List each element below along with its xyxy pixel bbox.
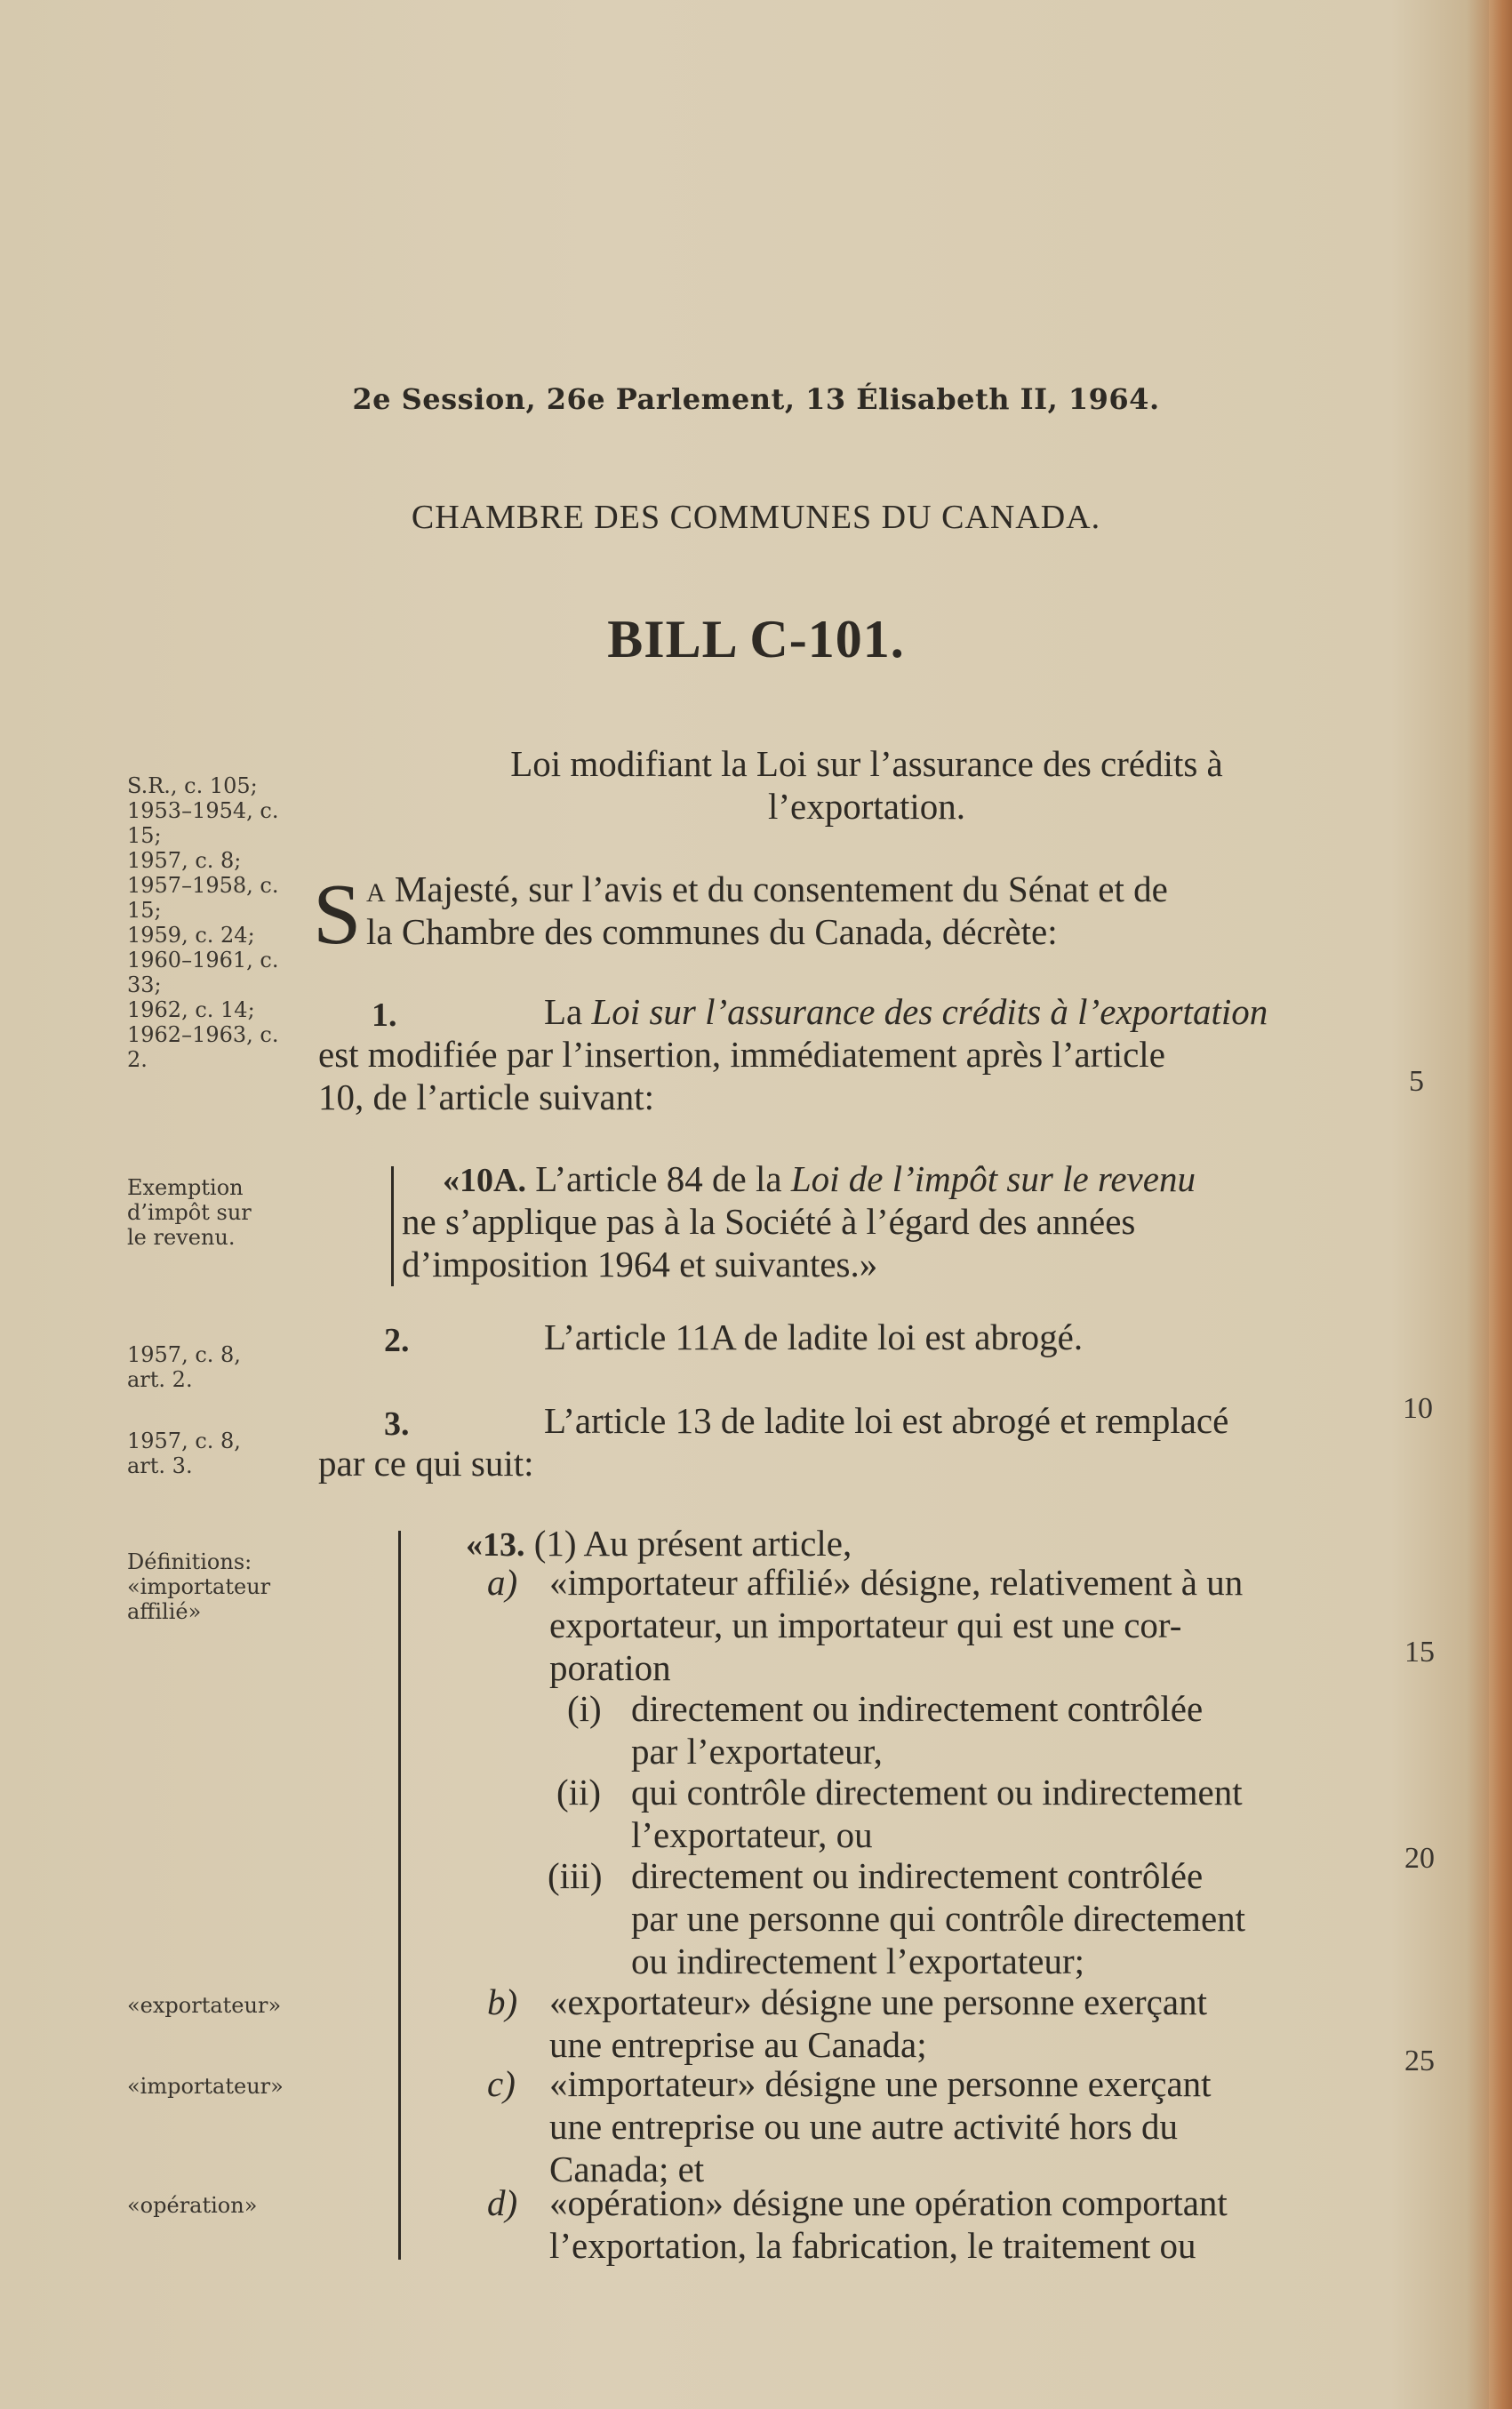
para-d-line: l’exportation, la fabrication, le traitement ou xyxy=(549,2225,1196,2266)
margin-line: 1957, c. 8, xyxy=(127,1429,241,1453)
margin-line: 1960–1961, c. xyxy=(127,948,279,972)
section-10a-line-2: ne s’applique pas à la Société à l’égard des années xyxy=(402,1201,1136,1242)
text: La xyxy=(544,991,592,1032)
long-title xyxy=(311,742,1422,828)
sub-iii-line: directement ou indirectement contrôlée xyxy=(631,1855,1204,1896)
sub-iii-line: ou indirectement l’exportateur; xyxy=(631,1941,1085,1981)
book-spine-edge xyxy=(1489,0,1512,2409)
section-1-line-1 xyxy=(544,990,1268,1033)
sub-i-line: directement ou indirectement contrôlée xyxy=(631,1688,1204,1729)
margin-line: 1962–1963, c. xyxy=(127,1022,279,1047)
label: c) xyxy=(487,2063,516,2104)
line-number: 5 xyxy=(1409,1065,1424,1098)
section-2-text: L’article 11A de ladite loi est abrogé. xyxy=(544,1317,1084,1357)
text: L’article 84 de la xyxy=(525,1158,791,1199)
act-title: Loi de l’impôt sur le revenu xyxy=(790,1158,1196,1199)
line-number: 25 xyxy=(1404,2045,1435,2077)
para-a-line: exportateur, un importateur qui est une cor- xyxy=(549,1605,1182,1645)
margin-line: d’impôt sur xyxy=(127,1200,252,1225)
sub-ii-line: qui contrôle directement ou indirectement xyxy=(631,1772,1243,1813)
para-b-line: une entreprise au Canada; xyxy=(549,2024,927,2065)
sub-ii-label: (ii) xyxy=(556,1772,602,1813)
margin-line: affilié» xyxy=(127,1599,202,1624)
margin-importateur: «importateur» xyxy=(127,2074,284,2099)
section-10a-line-3: d’imposition 1964 et suivantes.» xyxy=(402,1244,878,1285)
long-title-line: l’exportation. xyxy=(767,786,966,827)
margin-line: 2. xyxy=(127,1047,148,1072)
section-13-number: «13. xyxy=(466,1526,525,1564)
bill-title: BILL C-101. xyxy=(607,610,905,668)
margin-definitions xyxy=(127,1549,270,1624)
section-1-line-3: 10, de l’article suivant: xyxy=(318,1076,654,1117)
section-1-number: 1. xyxy=(372,996,397,1034)
section-3-line-1: L’article 13 de ladite loi est abrogé et remplacé xyxy=(544,1400,1229,1441)
sub-ii-line: l’exportateur, ou xyxy=(631,1814,873,1855)
section-3-line-2: par ce qui suit: xyxy=(318,1443,534,1484)
para-c-line: «importateur» désigne une personne exerçant xyxy=(549,2063,1212,2104)
margin-line: 1953–1954, c. xyxy=(127,798,279,823)
para-d-label xyxy=(487,2181,517,2224)
sub-i-line: par l’exportateur, xyxy=(631,1731,883,1772)
small-cap: A xyxy=(366,878,386,908)
sub-i-label: (i) xyxy=(567,1688,602,1729)
line-number: 15 xyxy=(1404,1636,1435,1669)
sub-iii-line: par une personne qui contrôle directement xyxy=(631,1898,1246,1939)
section-1-line-2: est modifiée par l’insertion, immédiatement après l’article xyxy=(318,1034,1165,1075)
margin-line: 1957, c. 8, xyxy=(127,1342,241,1367)
section-10a-line-1 xyxy=(443,1157,1196,1200)
line-number: 20 xyxy=(1404,1842,1435,1875)
para-a-label xyxy=(487,1561,517,1604)
margin-line: 15; xyxy=(127,898,162,923)
para-a-line: «importateur affilié» désigne, relativement à un xyxy=(549,1562,1244,1603)
margin-line: S.R., c. 105; xyxy=(127,773,258,798)
para-c-line: Canada; et xyxy=(549,2149,705,2189)
margin-s2-ref xyxy=(127,1342,241,1392)
margin-line: Définitions: xyxy=(127,1549,252,1574)
margin-exemption xyxy=(127,1175,252,1250)
enacting-line-1 xyxy=(366,868,1168,910)
amendment-bar xyxy=(398,1531,401,2260)
para-b-label xyxy=(487,1981,517,2023)
para-c-label xyxy=(487,2062,516,2105)
session-heading: 2e Session, 26e Parlement, 13 Élisabeth II, 1964. xyxy=(352,382,1160,416)
margin-s3-ref xyxy=(127,1429,241,1478)
label: b) xyxy=(487,1981,518,2022)
margin-line: 1959, c. 24; xyxy=(127,923,255,948)
line-number: 10 xyxy=(1403,1392,1433,1425)
enacting-text: Majesté, sur l’avis et du consentement du Sénat et de xyxy=(385,868,1168,909)
section-10a-number: «10A. xyxy=(443,1162,526,1199)
para-a-line: poration xyxy=(549,1647,671,1688)
margin-line: 33; xyxy=(127,972,162,997)
section-3-number: 3. xyxy=(384,1405,410,1443)
sub-iii-label: (iii) xyxy=(548,1855,603,1896)
margin-line: art. 3. xyxy=(127,1453,193,1478)
margin-exportateur: «exportateur» xyxy=(127,1993,282,2018)
para-d-line: «opération» désigne une opération comportant xyxy=(549,2182,1228,2223)
margin-line: Exemption xyxy=(127,1175,244,1200)
margin-operation: «opération» xyxy=(127,2193,258,2218)
drop-cap: S xyxy=(313,867,362,963)
amendment-bar xyxy=(391,1166,394,1286)
section-2-number: 2. xyxy=(384,1322,410,1359)
margin-line: le revenu. xyxy=(127,1225,236,1250)
act-title: Loi sur l’assurance des crédits à l’exportation xyxy=(591,991,1268,1032)
long-title-line: Loi modifiant la Loi sur l’assurance des crédits à xyxy=(510,743,1223,784)
margin-line: 1957–1958, c. xyxy=(127,873,279,898)
chamber-heading: CHAMBRE DES COMMUNES DU CANADA. xyxy=(411,499,1101,536)
enacting-line-2: la Chambre des communes du Canada, décrète: xyxy=(366,911,1058,952)
label: d) xyxy=(487,2182,518,2223)
label: a) xyxy=(487,1562,518,1603)
text: (1) Au présent article, xyxy=(524,1523,852,1564)
para-c-line: une entreprise ou une autre activité hors du xyxy=(549,2106,1178,2147)
margin-line: 1957, c. 8; xyxy=(127,848,242,873)
margin-line: «importateur xyxy=(127,1574,271,1599)
margin-line: 15; xyxy=(127,823,162,848)
margin-line: art. 2. xyxy=(127,1367,193,1392)
section-13-intro xyxy=(466,1522,852,1565)
para-b-line: «exportateur» désigne une personne exerçant xyxy=(549,1981,1207,2022)
margin-line: 1962, c. 14; xyxy=(127,997,255,1022)
margin-statutes xyxy=(127,773,278,1072)
